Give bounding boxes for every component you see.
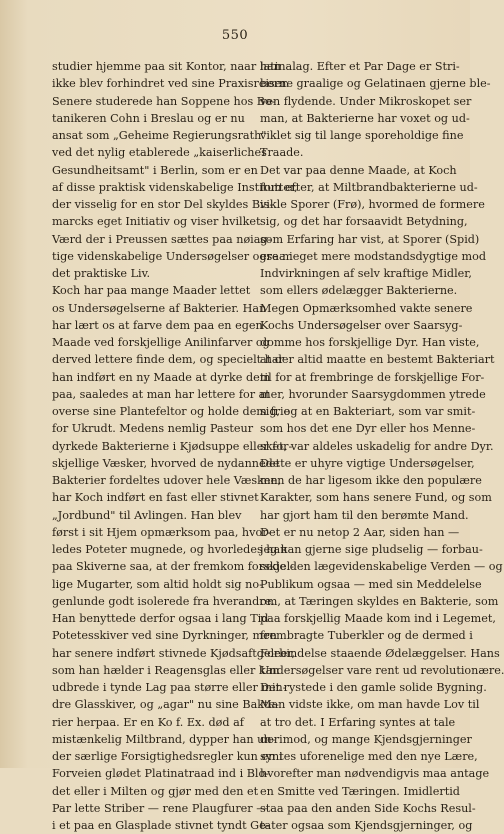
text-line: der visselig for en stor Del skyldes Bis- bbox=[52, 198, 274, 211]
text-line: derimod, og mange Kjendsgjerninger bbox=[260, 732, 472, 746]
text-line: paa, saaledes at man har lettere for at bbox=[52, 387, 270, 401]
text-line: Koch har paa mange Maader lettet bbox=[52, 284, 251, 298]
text-line: dyrkede Bakterierne i Kjødsuppe eller for- bbox=[52, 439, 293, 453]
text-line: som Erfaring har vist, at Sporer (Spid) bbox=[260, 232, 480, 246]
text-line: domme hos forskjellige Dyr. Han viste, bbox=[260, 336, 480, 349]
text-line: der særlige Forsigtighedsregler kun en i bbox=[52, 750, 283, 763]
text-line: hvorefter man nødvendigvis maa antage bbox=[260, 767, 490, 781]
text-line: sede den lægevidenskabelige Verden — og bbox=[260, 560, 503, 574]
text-line: ansat som „Geheime Regierungsrath" bbox=[52, 129, 267, 142]
text-line: syntes uforenelige med den nye Lære, bbox=[260, 750, 478, 763]
text-line: har gjort ham til den berømte Mand. bbox=[260, 508, 469, 522]
text-line: latinalag. Efter et Par Dage er Stri- bbox=[260, 60, 460, 73]
text-line: om, at Tæringen skyldes en Bakterie, som bbox=[260, 594, 499, 608]
text-line: en Smitte ved Tæringen. Imidlertid bbox=[260, 784, 460, 798]
text-line: berne graalige og Gelatinaen gjerne ble- bbox=[260, 77, 491, 91]
text-line: Publikum ogsaa — med sin Meddelelse bbox=[260, 577, 482, 591]
text-line: for Ukrudt. Medens nemlig Pasteur bbox=[52, 422, 254, 436]
text-line: genlunde godt isolerede fra hverandre. bbox=[52, 594, 275, 608]
text-line: ledes Poteter mugnede, og hvorledes han bbox=[52, 543, 288, 556]
text-columns bbox=[52, 58, 504, 834]
text-line: paa forskjellig Maade kom ind i Legemet, bbox=[260, 612, 496, 625]
text-line: Undersøgelser vare rent ud revolutionære. bbox=[260, 663, 504, 677]
text-line: Forbindelse staaende Ødelæggelser. Hans bbox=[260, 646, 500, 660]
text-line: fom efter, at Miltbrandbakterierne ud- bbox=[260, 180, 478, 194]
text-line: men de har ligesom ikke den populære bbox=[260, 474, 482, 487]
right-column bbox=[260, 58, 504, 834]
text-line: Kochs Undersøgelser over Saarsyg- bbox=[260, 318, 463, 332]
text-line: tater ogsaa som Kjendsgjerninger, og bbox=[260, 819, 473, 832]
text-line: marcks eget Initiativ og viser hvilket bbox=[52, 215, 261, 229]
text-line: som han hælder i Reagensglas eller kan bbox=[52, 663, 280, 677]
text-line: som ellers ødelægger Bakterierne. bbox=[260, 284, 458, 298]
text-line: frembragte Tuberkler og de dermed i bbox=[260, 629, 473, 643]
text-line: Par lette Striber — rene Plaugfurer — bbox=[52, 801, 268, 815]
page-number: 550 bbox=[221, 28, 249, 43]
text-line: udbrede i tynde Lag paa større eller min- bbox=[52, 681, 287, 694]
text-line: af disse praktisk videnskabelige Institutter, bbox=[52, 180, 298, 194]
text-line: at der altid maatte en bestemt Bakteriart bbox=[260, 353, 495, 367]
text-line: har Koch indført en fast eller stivnet bbox=[52, 491, 259, 505]
text-line: overse sine Plantefeltor og holde dem frie bbox=[52, 405, 291, 418]
text-line: at tro det. I Erfaring syntes at tale bbox=[260, 715, 456, 729]
text-line: sig, og at en Bakteriart, som var smit- bbox=[260, 405, 476, 418]
text-line: i et paa en Glasplade stivnet tyndt Ge- bbox=[52, 819, 270, 832]
text-line: ere meget mere modstandsdygtige mod bbox=[260, 249, 487, 263]
text-line: det eller i Milten og gjør med den et bbox=[52, 784, 259, 798]
text-line: viklet sig til lange sporeholdige fine bbox=[260, 129, 464, 142]
text-line: tige videnskabelige Undersøgelser ogsaa i bbox=[52, 249, 293, 263]
text-line: sket, var aldeles uskadelig for andre Dyr. bbox=[260, 439, 494, 453]
text-line: paa Skiverne saa, at der fremkom forskjel- bbox=[52, 560, 294, 574]
text-line: først i sit Hjem opmærksom paa, hvor- bbox=[52, 525, 272, 539]
text-line: lige Mugarter, som altid holdt sig no- bbox=[52, 577, 263, 591]
text-line: Man vidste ikke, om man havde Lov til bbox=[260, 698, 480, 712]
text-line: Traade. bbox=[260, 146, 304, 160]
text-line: sig, og det har forsaavidt Betydning, bbox=[260, 215, 468, 229]
text-line: har lært os at farve dem paa en egen bbox=[52, 318, 263, 332]
text-line: til for at frembringe de forskjellige For- bbox=[260, 370, 485, 384]
text-line: som hos det ene Dyr eller hos Menne- bbox=[260, 422, 476, 436]
text-line: „Jordbund" til Avlingen. Han blev bbox=[52, 508, 242, 522]
text-line: Maade ved forskjellige Anilinfarver og bbox=[52, 336, 270, 349]
text-line: ven flydende. Under Mikroskopet ser bbox=[260, 94, 472, 108]
text-line: Værd der i Preussen sættes paa nøiag- bbox=[52, 232, 272, 246]
text-line: Forveien glødet Platinatraad ind i Blo- bbox=[52, 767, 270, 781]
text-line: dre Glasskiver, og „agar" nu sine Bakte- bbox=[52, 698, 279, 712]
text-line: mer, hvorunder Saarsygdommen ytrede bbox=[260, 387, 486, 401]
text-line: os Undersøgelserne af Bakterier. Han bbox=[52, 301, 267, 315]
text-line: Senere studerede han Soppene hos Bo- bbox=[52, 94, 276, 108]
text-line: man, at Bakterierne har voxet og ud- bbox=[260, 111, 470, 125]
text-line: Det var paa denne Maade, at Koch bbox=[260, 163, 457, 177]
text-line: Karakter, som hans senere Fund, og som bbox=[260, 491, 492, 505]
text-line: det praktiske Liv. bbox=[52, 267, 151, 280]
text-line: tanikeren Cohn i Breslau og er nu bbox=[52, 111, 245, 125]
text-line: studier hjemme paa sit Kontor, naar han bbox=[52, 60, 281, 73]
text-line: Gesundheitsamt" i Berlin, som er en bbox=[52, 163, 258, 177]
text-line: derved lettere finde dem, og specielt har bbox=[52, 353, 284, 367]
text-line: har senere indført stivnede Kjødsaftgeleer, bbox=[52, 646, 296, 660]
text-line: ikke blev forhindret ved sine Praxisreiser. bbox=[52, 77, 290, 91]
text-line: mistænkelig Miltbrand, dypper han un- bbox=[52, 732, 276, 746]
text-line: staa paa den anden Side Kochs Resul- bbox=[260, 801, 476, 815]
text-line: ved det nylig etablerede „kaiserliches bbox=[52, 146, 267, 160]
text-line: Det er nu netop 2 Aar, siden han — bbox=[260, 525, 460, 539]
text-line: skjellige Væsker, hvorved de nydannede bbox=[52, 456, 280, 470]
text-line: han indført en ny Maade at dyrke dem bbox=[52, 370, 271, 384]
text-line: Dette er uhyre vigtige Undersøgelser, bbox=[260, 456, 475, 470]
text-line: Indvirkningen af selv kraftige Midler, bbox=[260, 267, 472, 280]
text-line: Bakterier fordeltes udover hele Væsken, bbox=[52, 474, 282, 487]
text-line: rier herpaa. Er en Ko f. Ex. død af bbox=[52, 715, 244, 729]
text-line: Det rystede i den gamle solide Bygning. bbox=[260, 681, 487, 694]
text-line: Megen Opmærksomhed vakte senere bbox=[260, 301, 473, 315]
text-line: vikle Sporer (Frø), hvormed de formere bbox=[260, 198, 485, 211]
text-line: Han benyttede derfor ogsaa i lang Tid bbox=[52, 612, 269, 625]
text-line: Potetesskiver ved sine Dyrkninger, men bbox=[52, 629, 277, 643]
text-line: jeg kan gjerne sige pludselig — forbau- bbox=[260, 543, 483, 556]
